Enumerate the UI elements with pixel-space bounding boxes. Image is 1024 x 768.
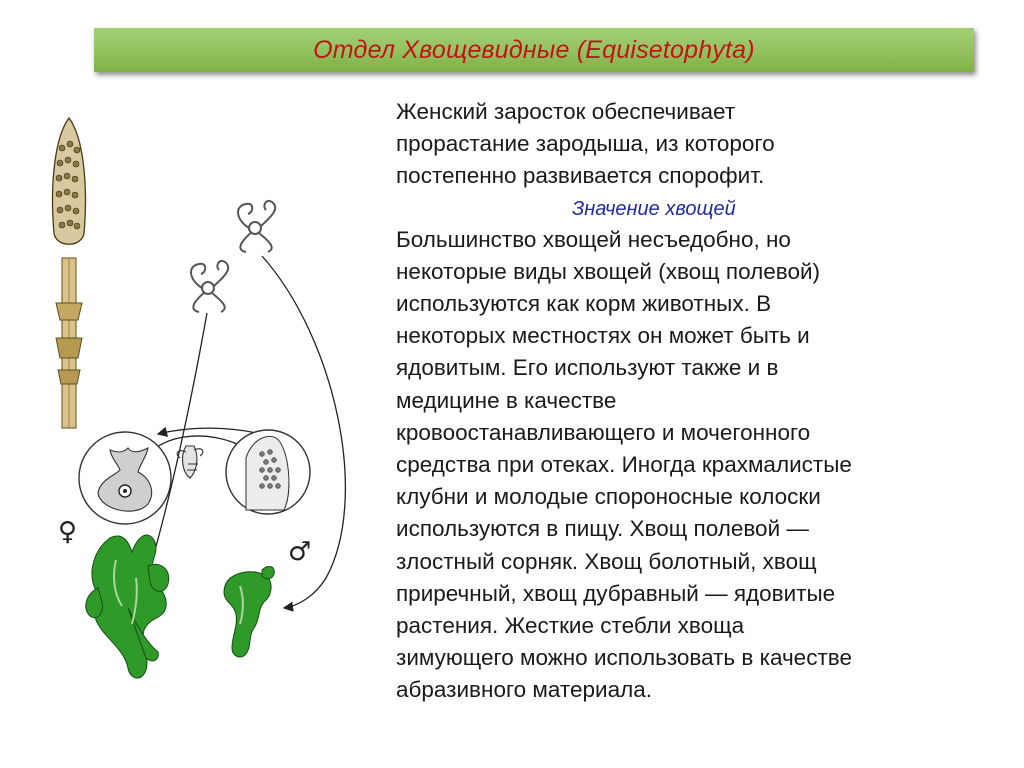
lifecycle-arrows [132, 256, 345, 608]
intro-line-3: постепенно развивается спорофит. [396, 163, 765, 189]
spore-upper [238, 201, 275, 252]
body-line-11: злостный сорняк. Хвощ болотный, хвощ [396, 548, 817, 574]
spore-lower [191, 261, 228, 312]
body-line-15: абразивного материала. [396, 677, 652, 703]
male-gametophyte [224, 567, 274, 657]
body-line-12: приречный, хвощ дубравный — ядовитые [396, 580, 836, 606]
body-line-2: некоторые виды хвощей (хвощ полевой) [396, 258, 821, 284]
body-line-13: растения. Жесткие стебли хвоща [396, 613, 745, 639]
male-symbol: ♂ [288, 537, 312, 567]
slide-title: Отдел Хвощевидные (Equisetophyta) [313, 35, 755, 64]
antheridium-circle [226, 430, 310, 514]
body-line-4: некоторых местностях он может быть и [396, 323, 810, 349]
slide-body-text [396, 96, 996, 707]
archegonium-circle [79, 432, 171, 524]
strobilus-stem-drawing [53, 118, 86, 428]
title-banner [94, 28, 974, 72]
body-line-6: медицине в качестве [396, 387, 617, 413]
spermatozoid [177, 446, 203, 478]
body-line-1: Большинство хвощей несъедобно, но [396, 226, 791, 252]
intro-line-2: прорастание зародыша, из которого [396, 131, 775, 157]
female-gametophyte [86, 535, 169, 678]
body-line-8: средства при отеках. Иногда крахмалистые [396, 452, 852, 478]
female-symbol: ♀ [58, 517, 78, 547]
body-line-10: используются в пищу. Хвощ полевой — [396, 516, 809, 542]
body-line-7: кровоостанавливающего и мочегонного [396, 419, 811, 445]
body-line-3: используются как корм животных. В [396, 291, 772, 317]
body-line-5: ядовитым. Его используют также и в [396, 355, 779, 381]
body-line-14: зимующего можно использовать в качестве [396, 645, 852, 671]
horsetail-lifecycle-illustration [40, 108, 380, 708]
body-line-9: клубни и молодые спороносные колоски [396, 484, 821, 510]
intro-line-1: Женский заросток обеспечивает [396, 99, 736, 124]
section-subheading: Значение хвощей [572, 197, 736, 220]
